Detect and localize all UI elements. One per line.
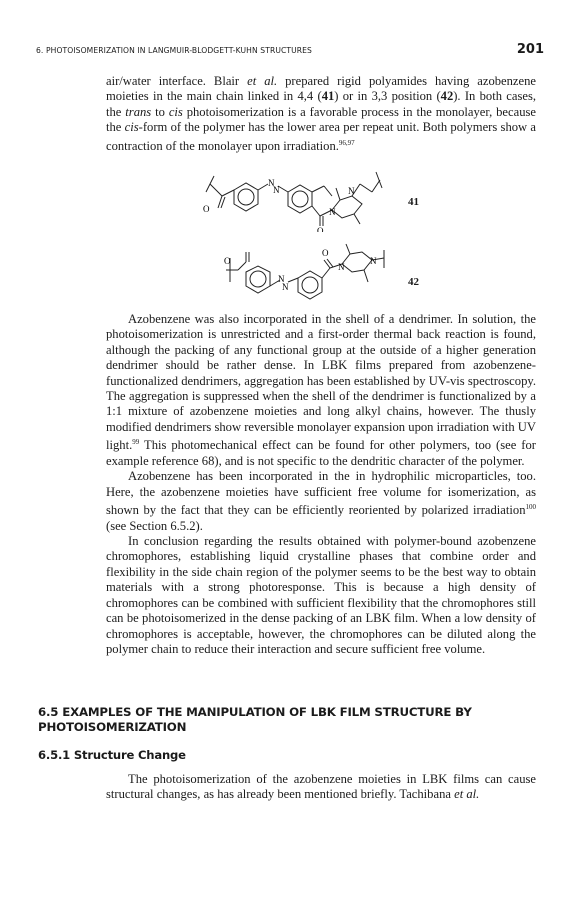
compound-label-41: 41: [408, 196, 419, 208]
running-head: [36, 42, 544, 62]
atom-n-41b: N: [273, 185, 280, 195]
atom-n-42c: N: [338, 262, 345, 272]
paragraph-intro: air/water interface. Blair et al. prepared rigid polyamides having azobenzene moieties in the main chain linked in 4,4 (41) or in 3,3 position (42). In both cases, the trans to cis photoisomerization is a favorable process in the monolayer, because the cis-form of the polymer has the lower area per repeat unit. Both polymers show a contraction of the monolayer upon irradiation.$^{96,97}$: [106, 74, 536, 153]
paragraph-conclusion: In conclusion regarding the results obtained with polymer-bound azobenzene chromophores, establishing liquid crystalline phases that combine order and flexibility in the side chain region of the polymer seems to be the best way to obtain materials with a strong photoresponse. This is because a high density of chromophores can be combined with sufficient flexibility that the chromophores still can be photoisomerized in the dense packing of an LBK film. When a low density of chromophores is acceptable, however, the chromophores can be diluted along the polymer chain to reduce their interaction and secure sufficient free volume.: [106, 534, 536, 656]
atom-o-41: O: [203, 204, 210, 214]
atom-o-41b: O: [317, 226, 324, 232]
structure-41-drawing: [200, 162, 420, 232]
atom-n-42b: N: [282, 282, 289, 292]
atom-n-41c: N: [348, 186, 355, 196]
paragraphs-main: [106, 312, 536, 657]
chemical-structure-41: [200, 162, 420, 232]
citation-ref: 96,97: [338, 138, 355, 147]
chemical-structure-42: [200, 232, 420, 302]
atom-o-42b: O: [322, 248, 329, 258]
page-number: 201: [516, 42, 544, 57]
atom-n-42a: N: [278, 274, 285, 284]
atom-n-41a: N: [268, 178, 275, 188]
running-title: 6. PHOTOISOMERIZATION IN LANGMUIR-BLODGETT-KUHN STRUCTURES: [36, 46, 312, 55]
paragraph-dendrimer: Azobenzene was also incorporated in the shell of a dendrimer. In solution, the photoisomerization is unrestricted and a first-order thermal back reaction is found, although the packing of any functional group at the outside of a higher generation dendrimer should be rather dense. In LBK films prepared from azobenzene-functionalized dendrimers, aggregation has been established by UV-vis spectroscopy. The aggregation is suppressed when the shell of the dendrimer is functionalized by a 1:1 mixture of azobenzene moieties and long alkyl chains, however. The thusly modified dendrimers show reversible monolayer expansion upon irradiation with UV light.$^{99}$ This photomechanical effect can be found for other polymers, too (see for example reference 68), and is not specific to the dendritic character of the polymer.: [106, 312, 536, 468]
paragraph-microparticles: Azobenzene has been incorporated in the in hydrophilic microparticles, too. Here, the azobenzene moieties have sufficient free volume for isomerization, as shown by the fact that they can be efficiently reoriented by polarized irradiation$^{100}$ (see Section 6.5.2).: [106, 469, 536, 533]
compound-label-42: 42: [408, 276, 419, 288]
subsection-heading: 6.5.1 Structure Change: [38, 748, 186, 762]
atom-n-42d: N: [370, 256, 377, 266]
structure-42-drawing: [200, 232, 420, 302]
atom-n-41d: N: [329, 207, 336, 217]
atom-o-42: O: [224, 256, 231, 266]
section-heading: 6.5 EXAMPLES OF THE MANIPULATION OF LBK FILM STRUCTURE BY PHOTOISOMERIZATION: [38, 705, 472, 734]
paragraph-structure-change: The photoisomerization of the azobenzene moieties in LBK films can cause structural changes, as has already been mentioned briefly. Tachibana et al.: [106, 772, 536, 802]
